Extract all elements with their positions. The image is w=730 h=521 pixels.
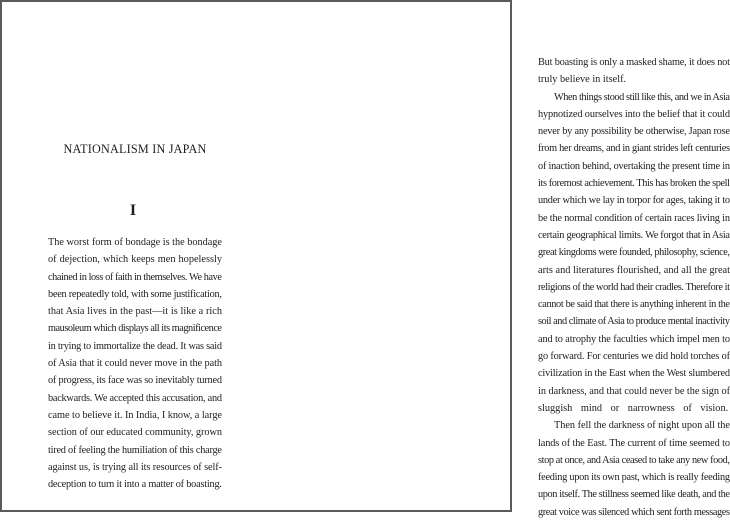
text-line: from her dreams, and in giant strides left centuries <box>538 143 730 155</box>
text-line: go forward. For centuries we did hold torches of <box>538 351 730 363</box>
text-line: arts and literatures flourished, and all the great <box>538 264 730 276</box>
text-line: chained in loss of faith in themselves. We have <box>48 271 222 283</box>
text-line: backwards. We accepted this accusation, and <box>48 392 222 404</box>
text-line: tired of feeling the humiliation of this charge <box>48 444 222 456</box>
text-line: feeding upon its own past, which is really feeding <box>538 472 730 484</box>
text-line: The worst form of bondage is the bondage <box>48 237 222 248</box>
text-line: lands of the East. The current of time seemed to <box>538 437 730 449</box>
text-line: civilization in the East when the West slumbered <box>538 368 730 380</box>
text-line: cannot be said that there is anything inherent in the <box>538 299 730 311</box>
text-line: its foremost achievement. This has broken the spell <box>538 178 730 190</box>
text-line: section of our educated community, grown <box>48 427 222 439</box>
text-line: deception to turn it into a matter of boasting. <box>48 479 222 491</box>
text-line: of progress, its face was so inevitably turned <box>48 375 222 387</box>
text-line: never by any possibility be otherwise, Japan rose <box>538 126 730 138</box>
text-line: of inaction behind, overtaking the present time in <box>538 160 730 172</box>
chapter-number: I <box>129 202 137 219</box>
text-line: great kingdoms were founded, philosophy, science, <box>538 247 730 259</box>
text-line: against us, is trying all its resources of self- <box>48 461 222 473</box>
text-line: Then fell the darkness of night upon all the <box>554 420 730 432</box>
text-line: great voice was silenced which sent forth messages <box>538 506 730 518</box>
text-line: be the normal condition of certain races living in <box>538 212 730 224</box>
text-line: under which we lay in torpor for ages, taking it to <box>538 195 730 207</box>
text-line: upon itself. The stillness seemed like death, and the <box>538 489 730 501</box>
text-line: hypnotized ourselves into the belief that it could <box>538 108 730 120</box>
text-line: came to believe it. In India, I know, a large <box>48 409 222 421</box>
text-line: of Asia that it could never move in the path <box>48 358 222 370</box>
text-line: in trying to immortalize the dead. It was said <box>48 340 222 352</box>
text-line: sluggish mind or narrowness of vision. <box>538 402 729 414</box>
text-line: religions of the world had their cradles. Therefore it <box>538 281 730 293</box>
text-line: mausoleum which displays all its magnificence <box>48 323 222 335</box>
text-line: When things stood still like this, and we in Asia <box>554 91 730 103</box>
chapter-title: NATIONALISM IN JAPAN <box>63 142 207 156</box>
left-page <box>0 0 256 512</box>
right-page <box>256 0 730 518</box>
right-page-body <box>538 54 730 521</box>
text-line: truly believe in itself. <box>538 74 627 86</box>
text-line: stop at once, and Asia ceased to take any new food, <box>538 454 730 466</box>
text-line: that Asia lives in the past—it is like a rich <box>48 306 222 318</box>
left-page-body <box>48 234 222 493</box>
text-line: soil and climate of Asia to produce mental inactivity <box>538 316 730 328</box>
text-line: been repeatedly told, with some justification, <box>48 288 222 300</box>
text-line: in darkness, and that could never be the sign of <box>538 385 730 397</box>
text-line: and to atrophy the faculties which impel men to <box>538 333 730 345</box>
text-line: certain geographical limits. We forgot that in Asia <box>538 229 730 241</box>
text-line: of dejection, which keeps men hopelessly <box>48 254 222 266</box>
text-line: But boasting is only a masked shame, it does not <box>538 57 730 68</box>
